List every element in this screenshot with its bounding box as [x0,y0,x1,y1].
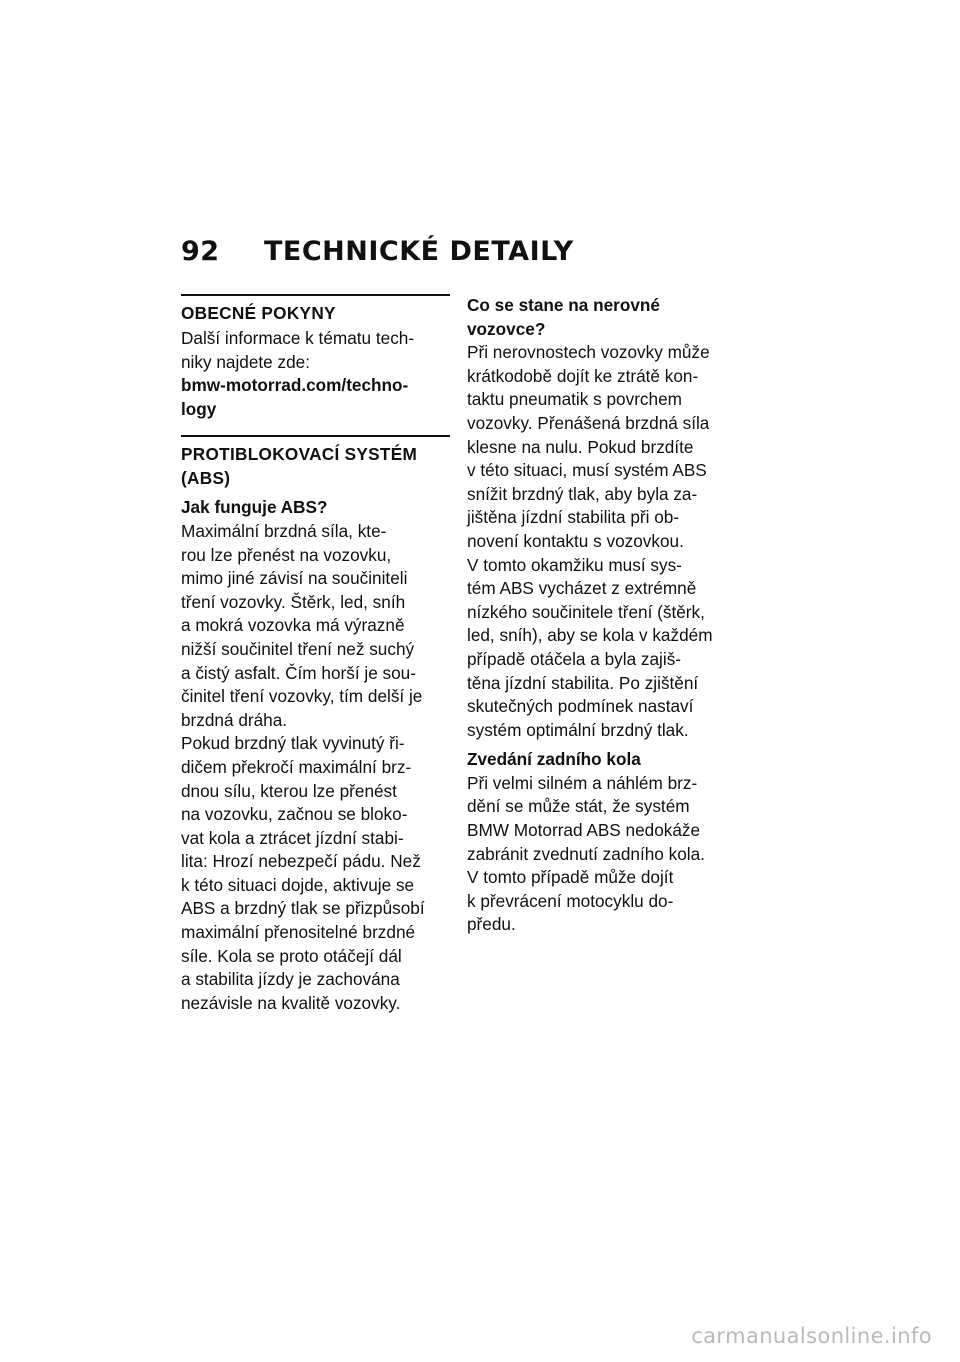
left-column [181,294,450,1015]
section-title-general: OBECNÉ POKYNY [181,294,450,325]
techno-link[interactable]: bmw-motorrad.com/techno- logy [181,375,409,419]
subtitle-uneven-road: Co se stane na nerovné vozovce? [467,295,660,339]
uneven-paragraph-2: V tomto okamžiku musí sys- tém ABS vycházet z extrémně nízkého součinitele tření (štěrk, led, sníh), aby se kola v každém případě otáčela a byla zajiš- těna jízdní stabilita. Po zjištění skutečných podmínek nastaví systém optimální brzdný tlak. [467,554,713,740]
general-text: Další informace k tématu tech- niky najdete zde: [181,328,415,372]
chapter-title: TECHNICKÉ DETAILY [264,236,574,267]
watermark: carmanualsonline.info [691,1324,932,1348]
right-column [467,294,736,937]
abs-paragraph-2: Pokud brzdný tlak vyvinutý ři- dičem překročí maximální brz- dnou sílu, kterou lze přenést na vozovku, začnou se bloko- vat kola a ztrácet jízdní stabi- lita: Hrozí nebezpečí pádu. Než k této situaci dojde, aktivuje se ABS a brzdný tlak se přizpůsobí maximální přenositelné brzdné síle. Kola se proto otáčejí dál a stabilita jízdy je zachována nezávisle na kvalitě vozovky. [181,733,425,1013]
subtitle-how-abs-works: Jak funguje ABS? [181,497,328,518]
page-number: 92 [181,236,220,267]
abs-paragraph-1: Maximální brzdná síla, kte- rou lze přenést na vozovku, mimo jiné závisí na součiniteli tření vozovky. Štěrk, led, sníh a mokrá vozovka má výrazně nižší součinitel tření než suchý a čistý asfalt. Čím horší je sou- činitel tření vozovky, tím delší je brzdná dráha. [181,520,423,730]
page-header [181,236,574,267]
section-title-abs: PROTIBLOKOVACÍ SYSTÉM (ABS) [181,435,450,490]
uneven-paragraph-1: Při nerovnostech vozovky může krátkodobě dojít ke ztrátě kon- taktu pneumatik s povrchem vozovky. Přenášená brzdná síla klesne na nulu. Pokud brzdíte v této situaci, musí systém ABS snížit brzdný tlak, aby byla za- jištěna jízdní stabilita při ob- novení kontaktu s vozovkou. [467,342,710,551]
rear-wheel-paragraph: Při velmi silném a náhlém brz- dění se může stát, že systém BMW Motorrad ABS nedokáže zabránit zvednutí zadního kola. V tomto případě může dojít k převrácení motocyklu do- předu. [467,772,705,935]
subtitle-rear-wheel-lift: Zvedání zadního kola [467,749,641,770]
